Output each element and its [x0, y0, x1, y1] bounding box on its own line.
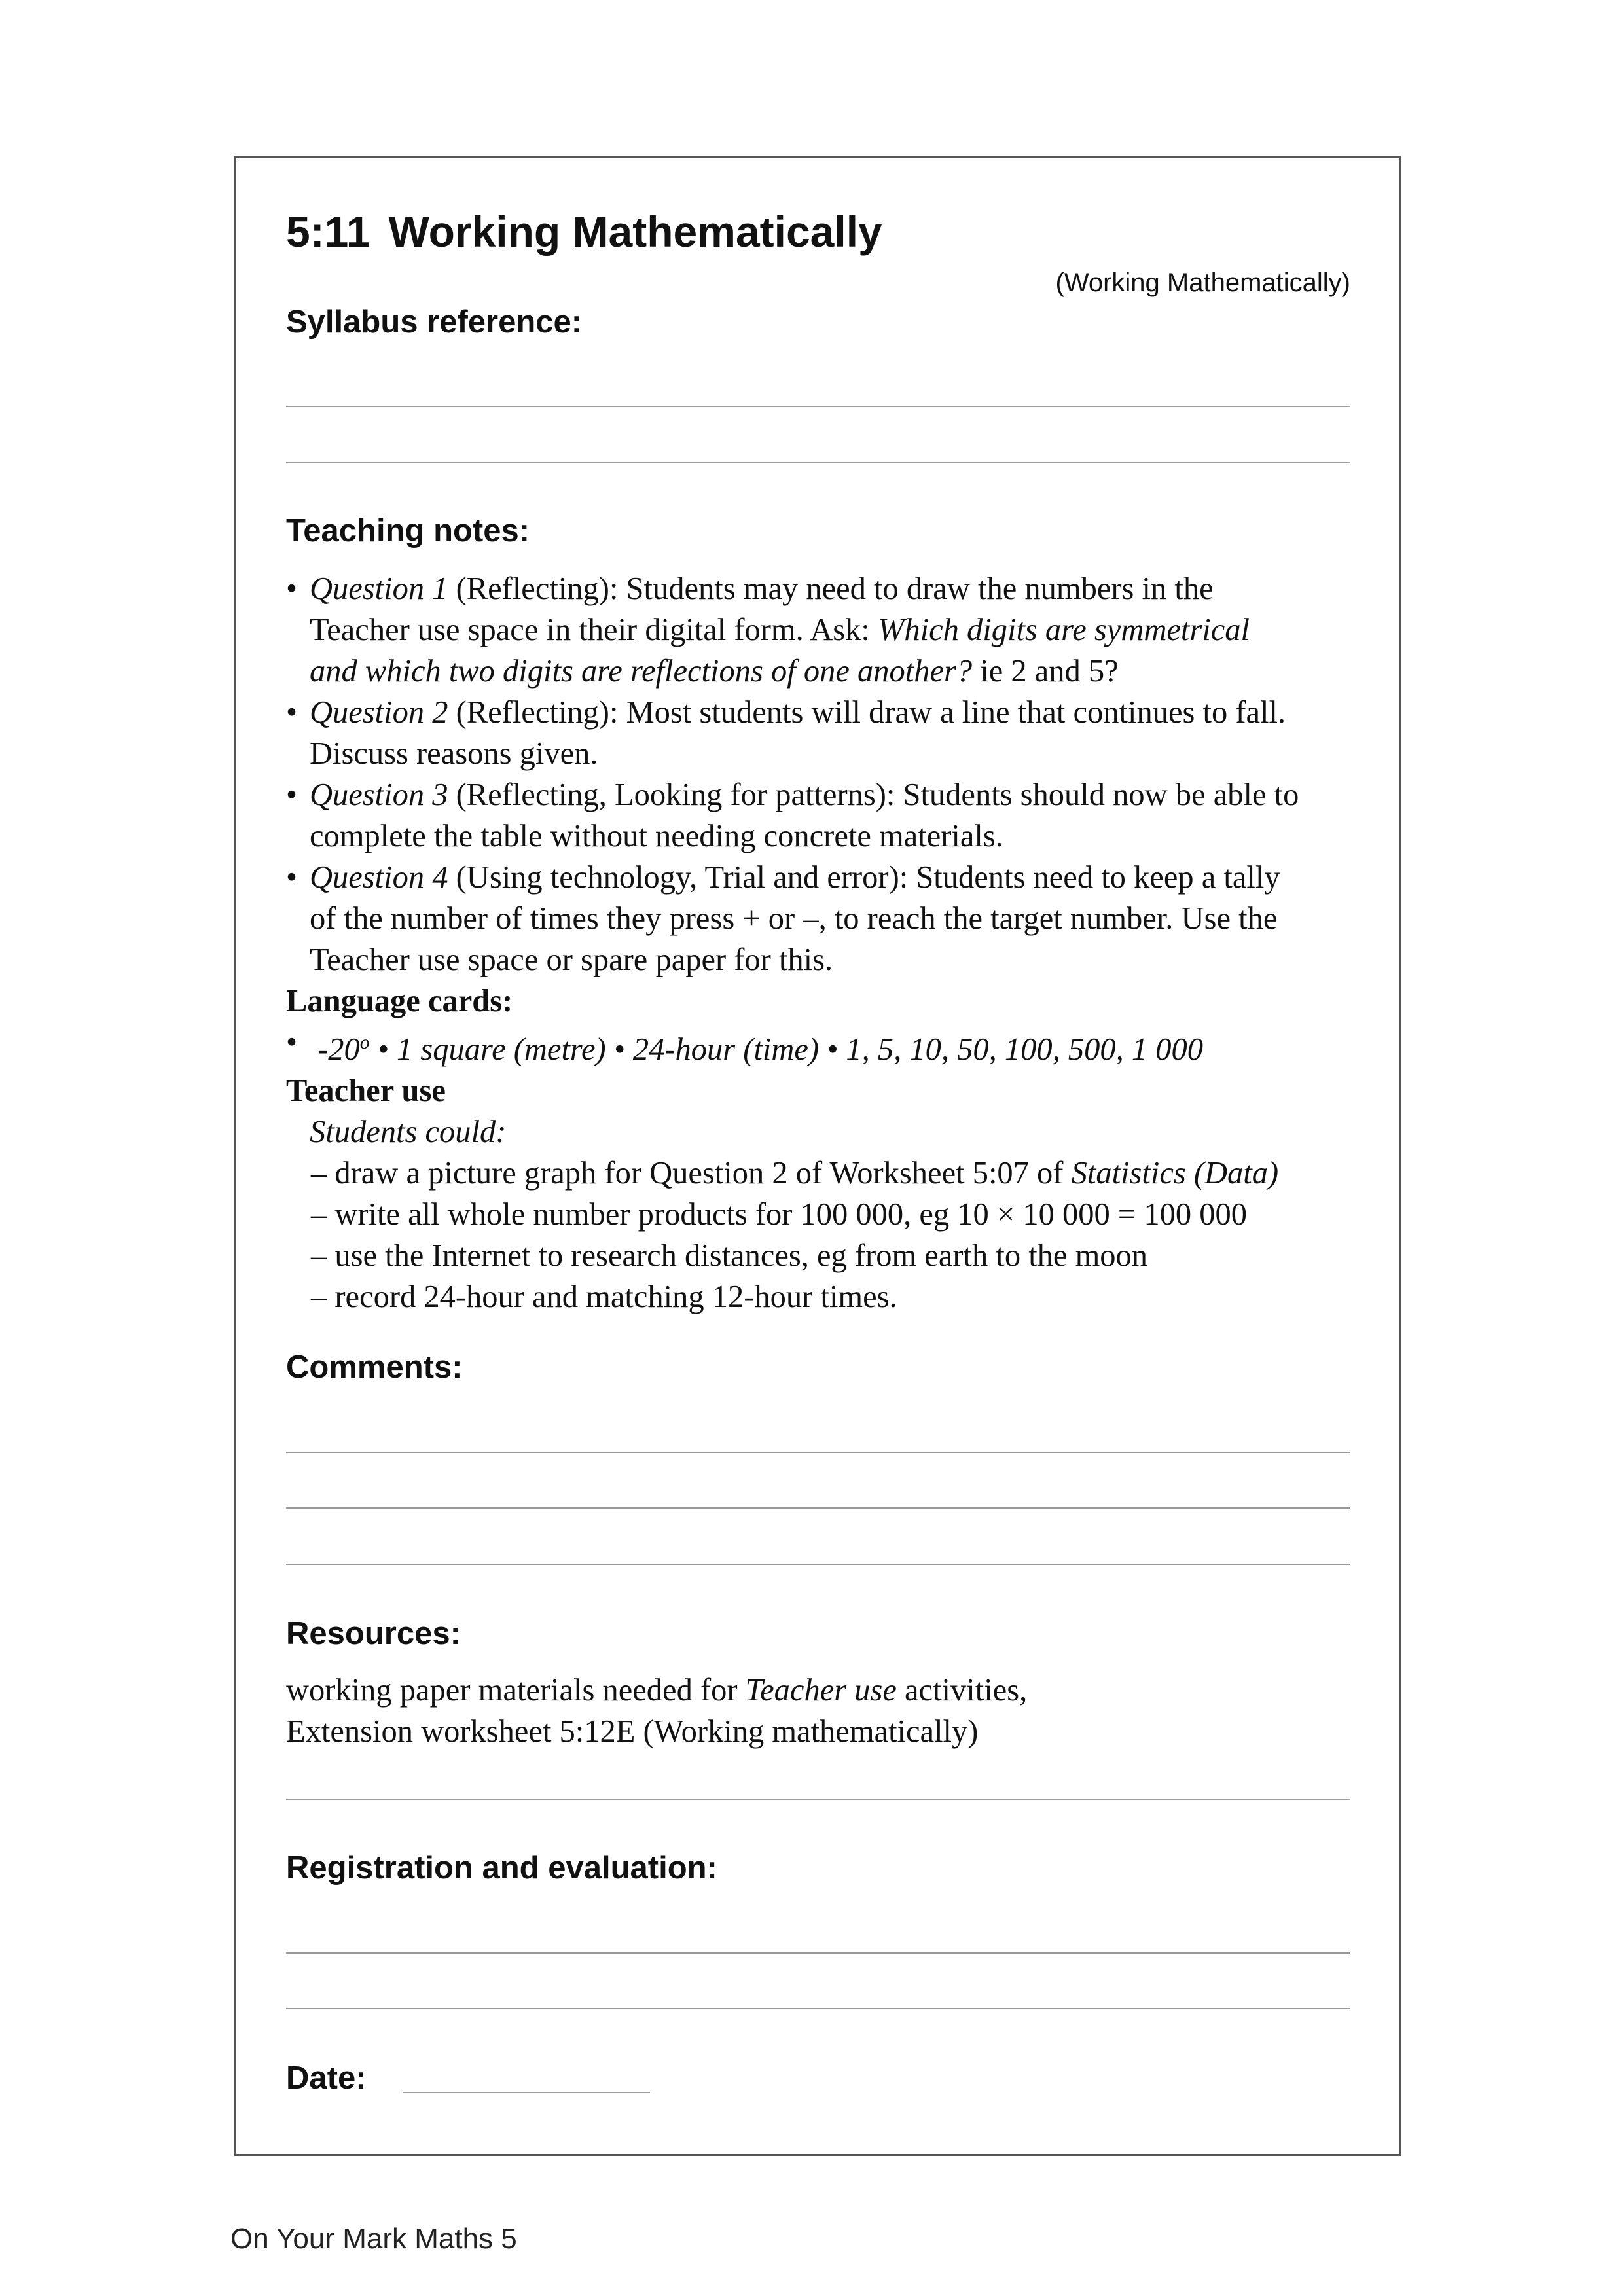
question-2-label: Question 2	[310, 695, 448, 730]
teacher-use-heading: Teacher use	[286, 1073, 446, 1109]
page-title	[286, 206, 882, 258]
note-question-4	[286, 857, 1360, 980]
teaching-notes-heading: Teaching notes:	[286, 513, 530, 548]
bullet-icon: •	[286, 778, 297, 812]
question-4-label: Question 4	[310, 860, 448, 895]
resources-line-1	[286, 1670, 1360, 1711]
comments-line-3	[286, 1564, 1350, 1565]
question-2-text-b: Discuss reasons given.	[310, 736, 598, 771]
resources-line-2: Extension worksheet 5:12E (Working mathematically)	[286, 1714, 979, 1749]
question-1-text-d: and which two digits are reflections of one another?	[310, 654, 973, 689]
section-subtitle: (Working Mathematically)	[1055, 268, 1350, 297]
activity-2: – write all whole number products for 100 000, eg 10 × 10 000 = 100 000	[311, 1197, 1247, 1232]
language-card-temperature: -20	[317, 1032, 360, 1067]
question-2-text-a: (Reflecting): Most students will draw a line that continues to fall.	[448, 695, 1286, 730]
question-1-text-a: (Reflecting): Students may need to draw the numbers in the	[448, 571, 1214, 606]
resources-line	[286, 1799, 1350, 1800]
note-question-1	[286, 568, 1360, 692]
language-cards-rest: • 1 square (metre) • 24-hour (time) • 1, 5, 10, 50, 100, 500, 1 000	[369, 1032, 1203, 1067]
note-question-2	[286, 692, 1360, 774]
resources-heading: Resources:	[286, 1616, 461, 1651]
question-3-text-a: (Reflecting, Looking for patterns): Students should now be able to	[448, 778, 1299, 812]
language-cards-list	[286, 1022, 1360, 1070]
date-field-line	[403, 2092, 650, 2093]
syllabus-heading: Syllabus reference:	[286, 304, 583, 340]
activity-1-title: Statistics (Data)	[1071, 1156, 1279, 1191]
bullet-icon: •	[286, 860, 297, 895]
degree-superscript: o	[359, 1031, 370, 1053]
question-4-text-a: (Using technology, Trial and error): Students need to keep a tally	[448, 860, 1280, 895]
bullet-icon: •	[286, 1025, 297, 1060]
date-label: Date:	[286, 2060, 367, 2096]
teaching-notes-body	[286, 568, 1360, 1318]
page-footer: On Your Mark Maths 5	[230, 2223, 517, 2255]
question-4-text-c: Teacher use space or spare paper for this.	[310, 942, 833, 977]
resources-body	[286, 1670, 1360, 1752]
registration-line-2	[286, 2008, 1350, 2009]
question-1-text-b: Teacher use space in their digital form. Ask:	[310, 613, 878, 647]
note-question-3	[286, 774, 1360, 857]
resources-line-1-end: activities,	[896, 1673, 1028, 1708]
registration-line-1	[286, 1952, 1350, 1954]
bullet-icon: •	[286, 695, 297, 730]
section-title: Working Mathematically	[388, 207, 882, 256]
registration-heading: Registration and evaluation:	[286, 1850, 717, 1886]
question-3-text-b: complete the table without needing concrete materials.	[310, 819, 1003, 853]
bullet-icon: •	[286, 571, 297, 606]
comments-heading: Comments:	[286, 1350, 463, 1385]
question-1-label: Question 1	[310, 571, 448, 606]
activity-1	[286, 1153, 1360, 1194]
students-could: Students could:	[310, 1115, 507, 1150]
question-3-label: Question 3	[310, 778, 448, 812]
activity-1-text: – draw a picture graph for Question 2 of Worksheet 5:07 of	[311, 1156, 1072, 1191]
syllabus-line-2	[286, 462, 1350, 463]
comments-line-2	[286, 1507, 1350, 1509]
resources-line-1-italic: Teacher use	[745, 1673, 897, 1708]
comments-line-1	[286, 1452, 1350, 1453]
question-1-text-c: Which digits are symmetrical	[877, 613, 1250, 647]
syllabus-line-1	[286, 406, 1350, 407]
language-cards-heading: Language cards:	[286, 984, 513, 1018]
resources-line-1-text: working paper materials needed for	[286, 1673, 746, 1708]
question-1-text-e: ie 2 and 5?	[972, 654, 1119, 689]
activity-4: – record 24-hour and matching 12-hour times.	[311, 1280, 897, 1315]
section-number: 5:11	[286, 207, 370, 256]
question-4-text-b: of the number of times they press + or –, to reach the target number. Use the	[310, 901, 1278, 936]
activity-3: – use the Internet to research distances, eg from earth to the moon	[311, 1238, 1148, 1274]
